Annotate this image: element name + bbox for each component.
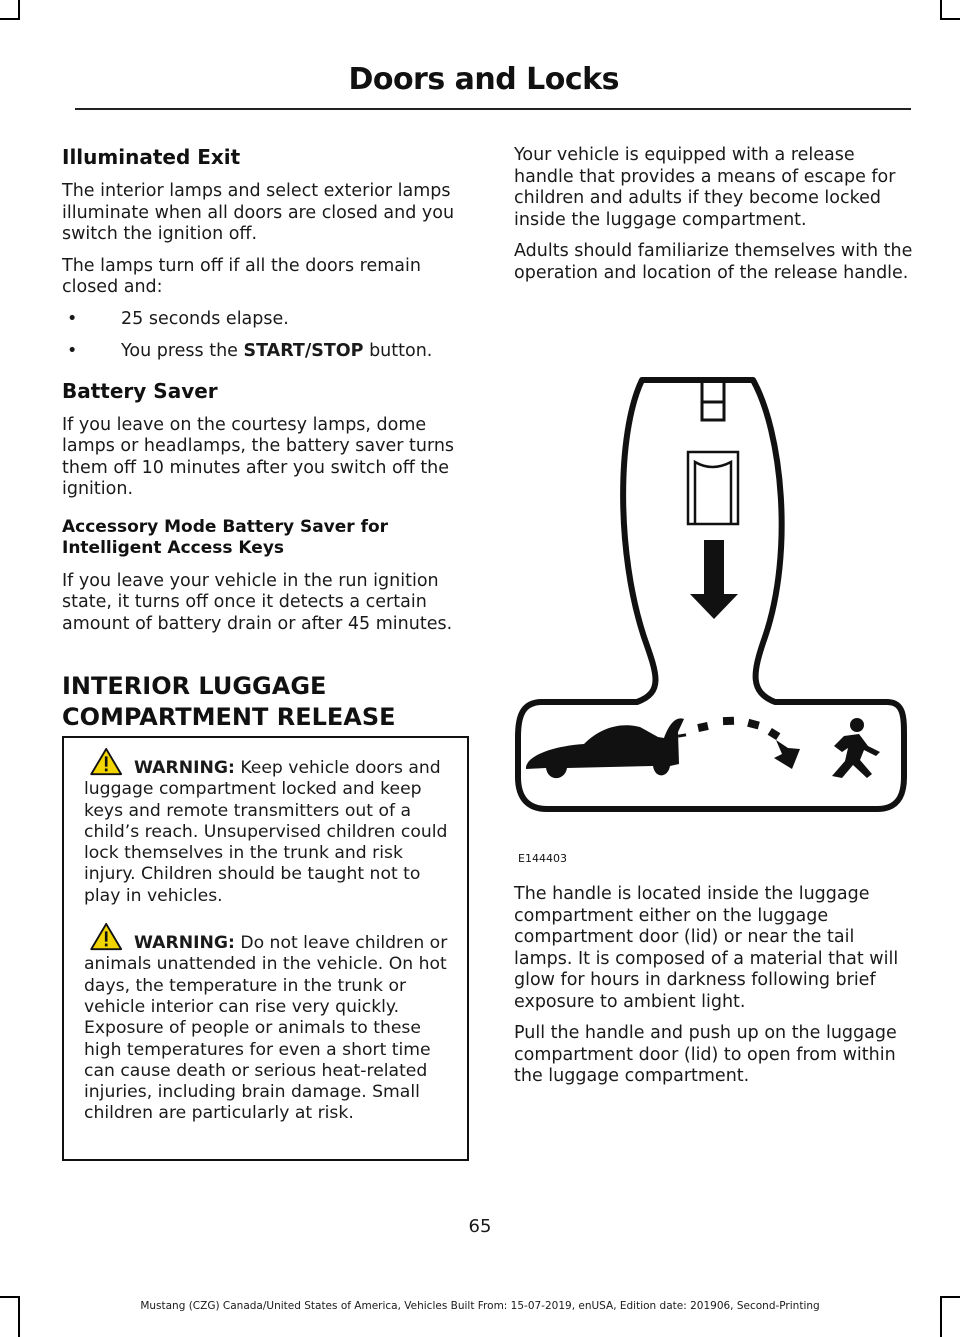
paragraph: The lamps turn off if all the doors remain closed and: bbox=[62, 255, 421, 297]
start-stop-label: START/STOP bbox=[243, 341, 364, 361]
warning-label: WARNING: bbox=[134, 933, 235, 954]
crop-mark bbox=[940, 0, 942, 18]
warning-box bbox=[62, 736, 469, 1161]
warning-text: Keep vehicle doors and luggage compartment locked and keep keys and remote transmitters out of a child’s reach. Unsupervised children could lock themselves in the trunk and risk injury. Children should be taught not to play in vehicles. bbox=[84, 758, 448, 906]
bullet-text: 25 seconds elapse. bbox=[121, 308, 289, 329]
warning-label: WARNING: bbox=[134, 758, 235, 778]
paragraph: Your vehicle is equipped with a release handle that provides a means of escape for children and adults if they become locked inside the luggage compartment. bbox=[514, 145, 896, 230]
warning-triangle-icon bbox=[84, 923, 134, 951]
warning-item bbox=[84, 748, 459, 907]
paragraph: If you leave your vehicle in the run ignition state, it turns off once it detects a certain amount of battery drain or after 45 minutes. bbox=[62, 570, 453, 634]
page-header bbox=[75, 58, 911, 110]
page-number: 65 bbox=[468, 1216, 492, 1237]
bullet-icon: • bbox=[67, 341, 78, 361]
figure-code: E144403 bbox=[518, 852, 567, 865]
warning-text: Do not leave children or animals unattended in the vehicle. On hot days, the temperature in the trunk or vehicle interior can rise very quickly. Exposure of people or animals to these high temperatures for even a short time can cause death or serious heat-related injuries, including brain damage. Small children are particularly at risk. bbox=[84, 933, 448, 1124]
crop-mark bbox=[0, 1296, 20, 1298]
crop-mark bbox=[940, 18, 960, 20]
right-column bbox=[514, 145, 914, 294]
warning-item bbox=[84, 923, 459, 1125]
heading-interior-release: INTERIOR LUGGAGE COMPARTMENT RELEASE bbox=[62, 672, 396, 731]
release-handle-illustration bbox=[512, 372, 912, 842]
bullet-text: You press the START/STOP button. bbox=[121, 341, 433, 361]
left-column bbox=[62, 145, 476, 733]
heading-battery-saver: Battery Saver bbox=[62, 378, 218, 403]
paragraph: The handle is located inside the luggage compartment either on the luggage compartment door (lid) or near the tail lamps. It is composed of a material that will glow for hours in darkness following brief exposure to ambient light. bbox=[514, 884, 899, 1012]
paragraph: Pull the handle and push up on the luggage compartment door (lid) to open from within the luggage compartment. bbox=[514, 1023, 897, 1086]
right-column-lower bbox=[514, 884, 914, 1098]
crop-mark bbox=[940, 1296, 960, 1298]
page-footer: Mustang (CZG) Canada/United States of America, Vehicles Built From: 15-07-2019, enUSA, Edition date: 201906, Second-Printing bbox=[140, 1300, 820, 1312]
heading-accessory-mode: Accessory Mode Battery Saver for Intelligent Access Keys bbox=[62, 516, 389, 558]
paragraph: Adults should familiarize themselves with the operation and location of the release handle. bbox=[514, 241, 913, 283]
bullet-item bbox=[62, 309, 476, 331]
bullet-item bbox=[62, 341, 476, 363]
paragraph: If you leave on the courtesy lamps, dome lamps or headlamps, the battery saver turns them off 10 minutes after you switch off the ignition. bbox=[62, 414, 455, 499]
paragraph: The interior lamps and select exterior lamps illuminate when all doors are closed and you switch the ignition off. bbox=[62, 181, 455, 244]
bullet-icon: • bbox=[67, 308, 78, 329]
warning-triangle-icon bbox=[84, 748, 134, 776]
section-title: Doors and Locks bbox=[348, 62, 619, 97]
heading-illuminated-exit: Illuminated Exit bbox=[62, 145, 241, 169]
crop-mark bbox=[18, 0, 20, 18]
crop-mark bbox=[0, 18, 20, 20]
